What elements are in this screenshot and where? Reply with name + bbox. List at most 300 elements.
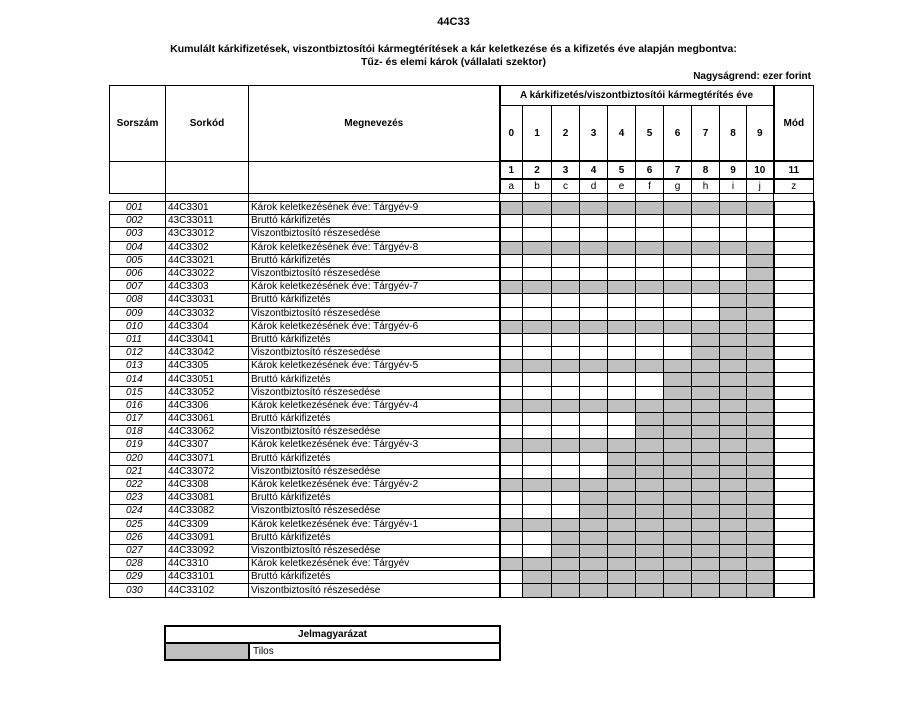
col-number-5: 5 bbox=[608, 161, 636, 179]
input-cell bbox=[580, 478, 608, 491]
input-cell[interactable] bbox=[608, 267, 636, 280]
input-cell bbox=[608, 531, 636, 544]
input-cell bbox=[636, 478, 664, 491]
row-number: 009 bbox=[110, 307, 166, 320]
input-cell[interactable] bbox=[552, 347, 580, 360]
mod-cell[interactable] bbox=[774, 584, 814, 597]
input-cell[interactable] bbox=[720, 267, 747, 280]
legend-title: Jelmagyarázat bbox=[165, 626, 500, 643]
input-cell[interactable] bbox=[636, 215, 664, 228]
mod-cell[interactable] bbox=[774, 347, 814, 360]
input-cell bbox=[664, 452, 692, 465]
input-cell bbox=[500, 241, 523, 254]
input-cell bbox=[523, 241, 552, 254]
input-cell[interactable] bbox=[664, 267, 692, 280]
row-code: 44C33041 bbox=[166, 333, 249, 346]
input-cell[interactable] bbox=[552, 386, 580, 399]
input-cell bbox=[692, 426, 720, 439]
input-cell[interactable] bbox=[580, 267, 608, 280]
input-cell[interactable] bbox=[552, 413, 580, 426]
table-row bbox=[110, 531, 814, 544]
input-cell bbox=[720, 492, 747, 505]
input-cell bbox=[692, 373, 720, 386]
header-filler bbox=[249, 161, 500, 179]
input-cell bbox=[608, 584, 636, 597]
input-cell[interactable] bbox=[580, 347, 608, 360]
data-table bbox=[109, 85, 815, 598]
row-code: 44C3308 bbox=[166, 478, 249, 491]
input-cell[interactable] bbox=[552, 267, 580, 280]
input-cell bbox=[692, 202, 720, 215]
input-cell bbox=[608, 478, 636, 491]
row-code: 44C33081 bbox=[166, 492, 249, 505]
input-cell bbox=[692, 544, 720, 557]
mod-cell[interactable] bbox=[774, 399, 814, 412]
input-cell bbox=[720, 360, 747, 373]
input-cell bbox=[747, 294, 774, 307]
input-cell bbox=[664, 505, 692, 518]
input-cell bbox=[747, 360, 774, 373]
row-number: 024 bbox=[110, 505, 166, 518]
mod-cell[interactable] bbox=[774, 267, 814, 280]
input-cell[interactable] bbox=[580, 386, 608, 399]
input-cell bbox=[692, 241, 720, 254]
input-cell[interactable] bbox=[580, 307, 608, 320]
input-cell bbox=[692, 399, 720, 412]
col-number-7: 7 bbox=[664, 161, 692, 179]
input-cell[interactable] bbox=[523, 492, 552, 505]
input-cell[interactable] bbox=[720, 228, 747, 241]
table-row bbox=[110, 254, 814, 267]
mod-cell[interactable] bbox=[774, 228, 814, 241]
input-cell[interactable] bbox=[608, 254, 636, 267]
input-cell bbox=[552, 281, 580, 294]
col-letter-b: b bbox=[523, 179, 552, 194]
input-cell[interactable] bbox=[692, 307, 720, 320]
spacer-cell bbox=[580, 194, 608, 202]
row-name: Viszontbiztosító részesedése bbox=[249, 584, 500, 597]
input-cell[interactable] bbox=[523, 373, 552, 386]
input-cell[interactable] bbox=[552, 228, 580, 241]
input-cell[interactable] bbox=[608, 294, 636, 307]
input-cell bbox=[664, 558, 692, 571]
input-cell bbox=[720, 584, 747, 597]
row-code: 44C33022 bbox=[166, 267, 249, 280]
row-name: Bruttó kárkifizetés bbox=[249, 452, 500, 465]
input-cell bbox=[552, 518, 580, 531]
input-cell[interactable] bbox=[580, 426, 608, 439]
input-cell[interactable] bbox=[500, 544, 523, 557]
mod-cell[interactable] bbox=[774, 531, 814, 544]
input-cell[interactable] bbox=[608, 307, 636, 320]
spacer-cell bbox=[249, 194, 500, 202]
row-number: 021 bbox=[110, 465, 166, 478]
input-cell[interactable] bbox=[500, 505, 523, 518]
input-cell[interactable] bbox=[664, 333, 692, 346]
input-cell bbox=[720, 544, 747, 557]
input-cell[interactable] bbox=[692, 254, 720, 267]
row-name: Károk keletkezésének éve: Tárgyév-6 bbox=[249, 320, 500, 333]
input-cell bbox=[720, 413, 747, 426]
input-cell[interactable] bbox=[552, 215, 580, 228]
row-number: 005 bbox=[110, 254, 166, 267]
table-row bbox=[110, 518, 814, 531]
table-row bbox=[110, 360, 814, 373]
input-cell[interactable] bbox=[664, 215, 692, 228]
mod-cell[interactable] bbox=[774, 426, 814, 439]
mod-cell[interactable] bbox=[774, 360, 814, 373]
input-cell bbox=[692, 505, 720, 518]
col-number-10: 10 bbox=[747, 161, 774, 179]
input-cell[interactable] bbox=[580, 333, 608, 346]
col-number-4: 4 bbox=[580, 161, 608, 179]
spacer-cell bbox=[636, 194, 664, 202]
mod-cell[interactable] bbox=[774, 571, 814, 584]
input-cell[interactable] bbox=[580, 452, 608, 465]
title-line-1: Kumulált kárkifizetések, viszontbiztosítói kármegtérítések a kár keletkezése és a kifizetés éve alapján megbontva: bbox=[170, 43, 737, 55]
input-cell bbox=[608, 452, 636, 465]
row-number: 016 bbox=[110, 399, 166, 412]
mod-cell[interactable] bbox=[774, 439, 814, 452]
mod-cell[interactable] bbox=[774, 281, 814, 294]
col-letter-a: a bbox=[500, 179, 523, 194]
input-cell[interactable] bbox=[580, 373, 608, 386]
legend bbox=[164, 625, 501, 661]
input-cell bbox=[523, 478, 552, 491]
row-number: 019 bbox=[110, 439, 166, 452]
input-cell[interactable] bbox=[552, 465, 580, 478]
input-cell bbox=[580, 505, 608, 518]
input-cell[interactable] bbox=[720, 215, 747, 228]
input-cell bbox=[664, 413, 692, 426]
input-cell[interactable] bbox=[608, 386, 636, 399]
input-cell[interactable] bbox=[500, 347, 523, 360]
row-code: 44C33051 bbox=[166, 373, 249, 386]
mod-cell[interactable] bbox=[774, 558, 814, 571]
input-cell bbox=[747, 426, 774, 439]
input-cell[interactable] bbox=[692, 215, 720, 228]
mod-cell[interactable] bbox=[774, 544, 814, 557]
input-cell[interactable] bbox=[500, 452, 523, 465]
input-cell[interactable] bbox=[523, 531, 552, 544]
input-cell[interactable] bbox=[523, 294, 552, 307]
legend-swatch bbox=[165, 643, 249, 660]
input-cell[interactable] bbox=[636, 373, 664, 386]
input-cell[interactable] bbox=[552, 294, 580, 307]
row-name: Károk keletkezésének éve: Tárgyév-3 bbox=[249, 439, 500, 452]
table-row bbox=[110, 505, 814, 518]
input-cell[interactable] bbox=[500, 531, 523, 544]
input-cell[interactable] bbox=[664, 347, 692, 360]
mod-cell[interactable] bbox=[774, 386, 814, 399]
input-cell bbox=[720, 478, 747, 491]
input-cell bbox=[523, 202, 552, 215]
input-cell bbox=[747, 241, 774, 254]
input-cell[interactable] bbox=[500, 492, 523, 505]
header-year-3: 3 bbox=[580, 106, 608, 162]
input-cell[interactable] bbox=[580, 254, 608, 267]
row-name: Károk keletkezésének éve: Tárgyév-8 bbox=[249, 241, 500, 254]
input-cell[interactable] bbox=[552, 333, 580, 346]
input-cell bbox=[580, 241, 608, 254]
mod-cell[interactable] bbox=[774, 294, 814, 307]
input-cell[interactable] bbox=[552, 426, 580, 439]
mod-cell[interactable] bbox=[774, 492, 814, 505]
input-cell[interactable] bbox=[747, 215, 774, 228]
col-number-11: 11 bbox=[774, 161, 814, 179]
input-cell bbox=[692, 518, 720, 531]
row-number: 015 bbox=[110, 386, 166, 399]
mod-cell[interactable] bbox=[774, 505, 814, 518]
input-cell[interactable] bbox=[500, 307, 523, 320]
input-cell[interactable] bbox=[636, 267, 664, 280]
input-cell bbox=[720, 386, 747, 399]
input-cell bbox=[500, 399, 523, 412]
input-cell[interactable] bbox=[636, 294, 664, 307]
input-cell bbox=[720, 505, 747, 518]
unit-label: Nagyságrend: ezer forint bbox=[693, 71, 811, 82]
input-cell bbox=[692, 531, 720, 544]
input-cell[interactable] bbox=[636, 254, 664, 267]
input-cell[interactable] bbox=[664, 307, 692, 320]
input-cell[interactable] bbox=[523, 267, 552, 280]
input-cell[interactable] bbox=[692, 294, 720, 307]
input-cell bbox=[720, 320, 747, 333]
input-cell bbox=[720, 399, 747, 412]
input-cell[interactable] bbox=[500, 386, 523, 399]
input-cell bbox=[500, 202, 523, 215]
input-cell[interactable] bbox=[636, 333, 664, 346]
input-cell bbox=[692, 478, 720, 491]
row-number: 026 bbox=[110, 531, 166, 544]
input-cell bbox=[747, 584, 774, 597]
input-cell bbox=[552, 320, 580, 333]
input-cell bbox=[747, 399, 774, 412]
input-cell[interactable] bbox=[500, 373, 523, 386]
input-cell[interactable] bbox=[636, 228, 664, 241]
input-cell bbox=[636, 320, 664, 333]
header-year-6: 6 bbox=[664, 106, 692, 162]
input-cell[interactable] bbox=[664, 294, 692, 307]
col-letter-h: h bbox=[692, 179, 720, 194]
input-cell bbox=[664, 531, 692, 544]
col-number-6: 6 bbox=[636, 161, 664, 179]
mod-cell[interactable] bbox=[774, 254, 814, 267]
input-cell[interactable] bbox=[608, 228, 636, 241]
input-cell[interactable] bbox=[608, 373, 636, 386]
row-number: 013 bbox=[110, 360, 166, 373]
table-row bbox=[110, 399, 814, 412]
input-cell[interactable] bbox=[608, 347, 636, 360]
row-number: 018 bbox=[110, 426, 166, 439]
input-cell[interactable] bbox=[523, 347, 552, 360]
col-letter-g: g bbox=[664, 179, 692, 194]
input-cell[interactable] bbox=[523, 544, 552, 557]
input-cell[interactable] bbox=[523, 426, 552, 439]
mod-cell[interactable] bbox=[774, 373, 814, 386]
input-cell bbox=[747, 518, 774, 531]
input-cell bbox=[608, 399, 636, 412]
input-cell bbox=[552, 360, 580, 373]
mod-cell[interactable] bbox=[774, 215, 814, 228]
input-cell bbox=[664, 492, 692, 505]
input-cell bbox=[664, 478, 692, 491]
input-cell[interactable] bbox=[608, 413, 636, 426]
input-cell bbox=[747, 413, 774, 426]
input-cell bbox=[500, 439, 523, 452]
input-cell[interactable] bbox=[636, 307, 664, 320]
input-cell[interactable] bbox=[523, 215, 552, 228]
table-row bbox=[110, 228, 814, 241]
input-cell bbox=[692, 413, 720, 426]
input-cell bbox=[500, 281, 523, 294]
input-cell[interactable] bbox=[500, 465, 523, 478]
col-letter-z: z bbox=[774, 179, 814, 194]
input-cell[interactable] bbox=[580, 465, 608, 478]
input-cell bbox=[664, 584, 692, 597]
input-cell[interactable] bbox=[523, 386, 552, 399]
row-name: Károk keletkezésének éve: Tárgyév bbox=[249, 558, 500, 571]
input-cell bbox=[692, 320, 720, 333]
row-name: Károk keletkezésének éve: Tárgyév-9 bbox=[249, 202, 500, 215]
input-cell[interactable] bbox=[500, 413, 523, 426]
input-cell bbox=[692, 465, 720, 478]
input-cell[interactable] bbox=[523, 413, 552, 426]
input-cell bbox=[636, 241, 664, 254]
mod-cell[interactable] bbox=[774, 413, 814, 426]
row-code: 43C33012 bbox=[166, 228, 249, 241]
input-cell[interactable] bbox=[636, 347, 664, 360]
row-name: Károk keletkezésének éve: Tárgyév-1 bbox=[249, 518, 500, 531]
input-cell[interactable] bbox=[608, 215, 636, 228]
row-code: 44C33091 bbox=[166, 531, 249, 544]
input-cell[interactable] bbox=[552, 307, 580, 320]
table-row bbox=[110, 492, 814, 505]
input-cell[interactable] bbox=[636, 386, 664, 399]
input-cell bbox=[552, 439, 580, 452]
mod-cell[interactable] bbox=[774, 518, 814, 531]
mod-cell[interactable] bbox=[774, 465, 814, 478]
input-cell[interactable] bbox=[580, 294, 608, 307]
input-cell[interactable] bbox=[608, 333, 636, 346]
input-cell[interactable] bbox=[500, 228, 523, 241]
row-code: 44C33052 bbox=[166, 386, 249, 399]
mod-cell[interactable] bbox=[774, 202, 814, 215]
input-cell[interactable] bbox=[500, 571, 523, 584]
input-cell[interactable] bbox=[580, 215, 608, 228]
input-cell[interactable] bbox=[692, 267, 720, 280]
mod-cell[interactable] bbox=[774, 241, 814, 254]
input-cell[interactable] bbox=[692, 228, 720, 241]
input-cell bbox=[523, 439, 552, 452]
header-filler bbox=[110, 179, 166, 194]
input-cell bbox=[500, 558, 523, 571]
input-cell[interactable] bbox=[608, 426, 636, 439]
row-code: 44C33072 bbox=[166, 465, 249, 478]
input-cell bbox=[552, 478, 580, 491]
row-name: Bruttó kárkifizetés bbox=[249, 531, 500, 544]
input-cell bbox=[664, 399, 692, 412]
input-cell bbox=[747, 254, 774, 267]
input-cell[interactable] bbox=[500, 333, 523, 346]
input-cell[interactable] bbox=[664, 254, 692, 267]
mod-cell[interactable] bbox=[774, 320, 814, 333]
input-cell[interactable] bbox=[523, 465, 552, 478]
mod-cell[interactable] bbox=[774, 452, 814, 465]
input-cell bbox=[747, 465, 774, 478]
input-cell[interactable] bbox=[552, 254, 580, 267]
table-row bbox=[110, 215, 814, 228]
input-cell bbox=[608, 544, 636, 557]
input-cell bbox=[552, 399, 580, 412]
input-cell[interactable] bbox=[523, 505, 552, 518]
input-cell bbox=[608, 571, 636, 584]
row-number: 010 bbox=[110, 320, 166, 333]
input-cell[interactable] bbox=[500, 267, 523, 280]
input-cell bbox=[664, 465, 692, 478]
input-cell bbox=[580, 281, 608, 294]
input-cell bbox=[720, 333, 747, 346]
input-cell[interactable] bbox=[523, 333, 552, 346]
input-cell bbox=[692, 347, 720, 360]
input-cell[interactable] bbox=[500, 294, 523, 307]
input-cell bbox=[580, 202, 608, 215]
input-cell[interactable] bbox=[552, 373, 580, 386]
mod-cell[interactable] bbox=[774, 478, 814, 491]
input-cell bbox=[747, 452, 774, 465]
input-cell bbox=[720, 241, 747, 254]
input-cell[interactable] bbox=[500, 215, 523, 228]
table-row bbox=[110, 452, 814, 465]
row-number: 014 bbox=[110, 373, 166, 386]
mod-cell[interactable] bbox=[774, 333, 814, 346]
input-cell[interactable] bbox=[552, 505, 580, 518]
col-letter-i: i bbox=[720, 179, 747, 194]
input-cell bbox=[552, 571, 580, 584]
input-cell[interactable] bbox=[500, 254, 523, 267]
input-cell bbox=[664, 518, 692, 531]
input-cell[interactable] bbox=[664, 228, 692, 241]
input-cell bbox=[636, 544, 664, 557]
input-cell[interactable] bbox=[747, 228, 774, 241]
input-cell bbox=[523, 558, 552, 571]
row-code: 44C33061 bbox=[166, 413, 249, 426]
input-cell[interactable] bbox=[500, 426, 523, 439]
input-cell[interactable] bbox=[580, 413, 608, 426]
row-name: Bruttó kárkifizetés bbox=[249, 294, 500, 307]
input-cell bbox=[747, 439, 774, 452]
input-cell bbox=[720, 465, 747, 478]
input-cell bbox=[664, 571, 692, 584]
input-cell bbox=[523, 571, 552, 584]
input-cell bbox=[692, 333, 720, 346]
input-cell bbox=[664, 360, 692, 373]
input-cell[interactable] bbox=[552, 452, 580, 465]
input-cell[interactable] bbox=[500, 584, 523, 597]
mod-cell[interactable] bbox=[774, 307, 814, 320]
input-cell[interactable] bbox=[720, 254, 747, 267]
input-cell bbox=[720, 281, 747, 294]
input-cell bbox=[636, 413, 664, 426]
input-cell[interactable] bbox=[523, 452, 552, 465]
input-cell[interactable] bbox=[580, 228, 608, 241]
input-cell[interactable] bbox=[523, 307, 552, 320]
input-cell[interactable] bbox=[523, 228, 552, 241]
row-code: 44C33031 bbox=[166, 294, 249, 307]
input-cell bbox=[747, 320, 774, 333]
input-cell[interactable] bbox=[523, 254, 552, 267]
input-cell[interactable] bbox=[552, 492, 580, 505]
